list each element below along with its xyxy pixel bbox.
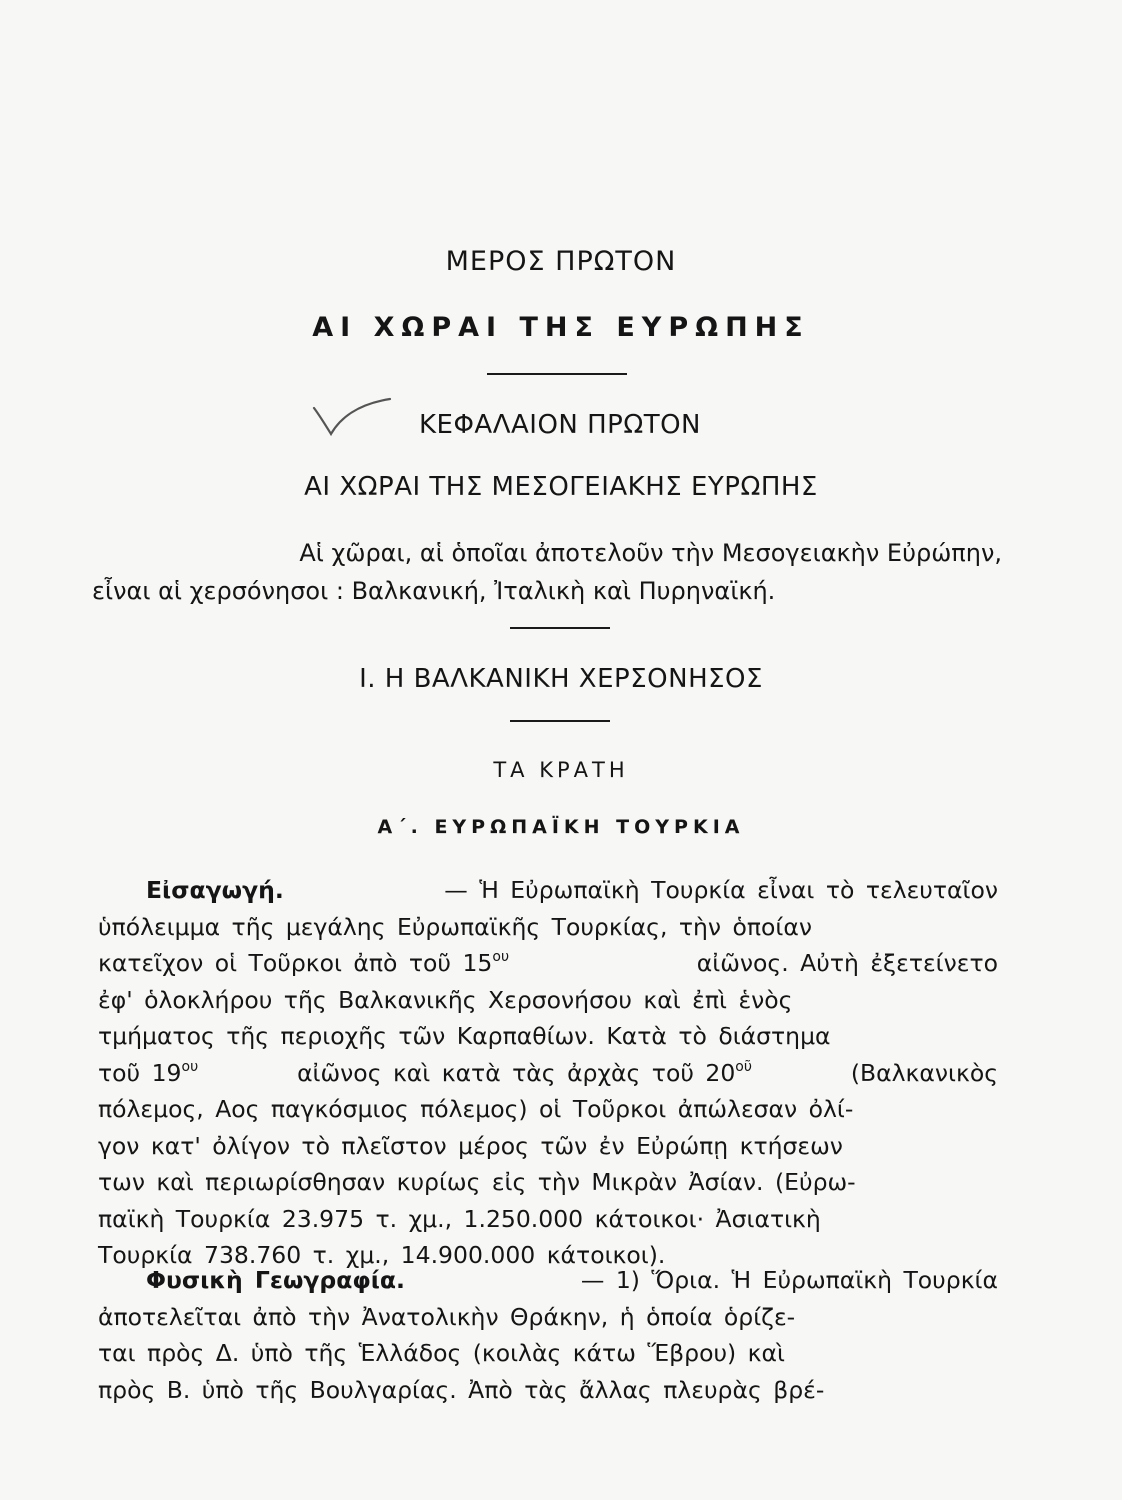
text-line: Τουρκία 738.760 τ. χμ., 14.900.000 κάτοικοι). [98,1241,666,1269]
part-title: ΜΕΡΟΣ ΠΡΩΤΟΝ [445,246,677,277]
text-line: ὑπόλειμμα τῆς μεγάλης Εὐρωπαϊκῆς Τουρκίας, τὴν ὁποίαν [98,912,812,941]
part-subtitle: ΑΙ ΧΩΡΑΙ ΤΗΣ ΕΥΡΩΠΗΣ [312,312,810,343]
intro-paragraph [98,872,998,1274]
text-line: πόλεμος, Αος παγκόσμιος πόλεμος) οἱ Τοῦρκοι ἀπώλεσαν ὀλί- [98,1095,854,1123]
text-line: τμήματος τῆς περιοχῆς τῶν Καρπαθίων. Κατὰ τὸ διάστημα [98,1022,831,1050]
text-line: ται πρὸς Δ. ὑπὸ τῆς Ἑλλάδος (κοιλὰς κάτω Ἕβρου) καὶ [98,1339,785,1367]
paragraph-heading: Εἰσαγωγή. [146,876,284,904]
chapter-subtitle: ΑΙ ΧΩΡΑΙ ΤΗΣ ΜΕΣΟΓΕΙΑΚΗΣ ΕΥΡΩΠΗΣ [304,472,818,502]
text-line: παϊκὴ Τουρκία 23.975 τ. χμ., 1.250.000 κάτοικοι· Ἀσιατικὴ [98,1204,821,1233]
divider-rule [510,720,610,722]
text-line: τοῦ $19^{o\upsilon}$ αἰῶνος καὶ κατὰ τὰς ἀρχὰς τοῦ $20^{oῦ}$ (Βαλκανικὸς [98,1058,998,1087]
states-title: ΤΑ ΚΡΑΤΗ [493,758,629,782]
text-line: Εἰσαγωγή. — Ἡ Εὐρωπαϊκὴ Τουρκία εἶναι τὸ τελευταῖον [98,872,998,909]
text-line: Φυσικὴ Γεωγραφία. — 1) Ὅρια. Ἡ Εὐρωπαϊκὴ Τουρκία [98,1262,998,1299]
text-line: κατεῖχον οἱ Τοῦρκοι ἀπὸ τοῦ $15^{o\upsilon}$ αἰῶνος. Αὐτὴ ἐξετείνετο [98,949,998,977]
divider-rule [487,373,627,375]
chapter-intro [92,534,1002,572]
text-line: ἐφ' ὁλοκλήρου τῆς Βαλκανικῆς Χερσονήσου καὶ ἐπὶ ἑνὸς [98,985,793,1014]
chapter-title: ΚΕΦΑΛΑΙΟΝ ΠΡΩΤΟΝ [418,410,702,440]
geography-paragraph [98,1262,998,1408]
text-line: πρὸς Β. ὑπὸ τῆς Βουλγαρίας. Ἀπὸ τὰς ἄλλας πλευρὰς βρέ- [98,1375,825,1404]
chapter-intro-second [92,572,1002,610]
intro-line: εἶναι αἱ χερσόνησοι : Βαλκανική, Ἰταλικὴ καὶ Πυρηναϊκή. [92,577,776,605]
text-line: ἀποτελεῖται ἀπὸ τὴν Ἀνατολικὴν Θράκην, ἡ ὁποία ὁρίζε- [98,1302,796,1331]
text-line: γον κατ' ὀλίγον τὸ πλεῖστον μέρος τῶν ἐν Εὐρώπῃ κτήσεων [98,1131,843,1160]
country-title: Α΄. ΕΥΡΩΠΑΪΚΗ ΤΟΥΡΚΙΑ [377,816,745,838]
divider-rule [510,627,610,629]
paragraph-heading: Φυσικὴ Γεωγραφία. [146,1266,405,1294]
section-title: Ι. Η ΒΑΛΚΑΝΙΚΗ ΧΕΡΣΟΝΗΣΟΣ [359,664,763,694]
text-line: των καὶ περιωρίσθησαν κυρίως εἰς τὴν Μικρὰν Ἀσίαν. (Εὐρω- [98,1168,856,1196]
intro-line: Αἱ χῶραι, αἱ ὁποῖαι ἀποτελοῦν τὴν Μεσογειακὴν Εὐρώπην, [299,539,1002,567]
